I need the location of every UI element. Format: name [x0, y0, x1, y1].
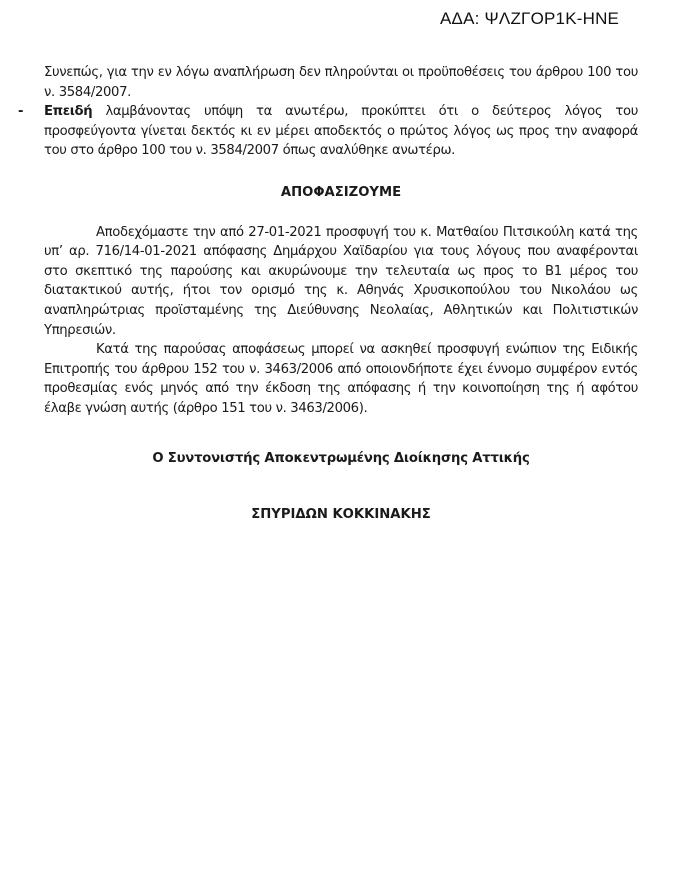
ada-code: ΑΔΑ: ΨΛΖΓΟΡ1Κ-ΗΝΕ [440, 9, 620, 28]
bullet-text: λαμβάνοντας υπόψη τα ανωτέρω, προκύπτει ότι ο δεύτερος λόγος του προσφεύγοντα γίνεται δεκτός κι εν μέρει αποδεκτός ο πρώτος λόγος ως προς την αναφορά του στο άρθρο 100 του ν. 3584/2007 όπως αναλύθηκε ανωτέρω. [44, 104, 638, 159]
signatory-name: ΣΠΥΡΙΔΩΝ ΚΟΚΚΙΝΑΚΗΣ [251, 507, 431, 523]
signatory-role: Ο Συντονιστής Αποκεντρωμένης Διοίκησης Αττικής [152, 450, 530, 466]
bullet-paragraph [18, 102, 638, 161]
decision-paragraph: Αποδεχόμαστε την από 27-01-2021 προσφυγή του κ. Ματθαίου Πιτσικούλη κατά της υπ’ αρ. 716/14-01-2021 απόφασης Δημάρχου Χαϊδαρίου για τους λόγους που αναφέρονται στο σκεπτικό της παρούσης και ακυρώνουμε την τελευταία ως προς το Β1 μέρος του διατακτικού αυτής, ήτοι τον ορισμό της κ. Αθηνάς Χρυσικοπούλου του Νικολάου ως αναπληρώτριας προϊσταμένης της Διεύθυνσης Νεολαίας, Αθλητικών και Πολιτιστικών Υπηρεσιών. [44, 224, 638, 338]
decision-heading: ΑΠΟΦΑΣΙΖΟΥΜΕ [280, 184, 402, 200]
intro-paragraph: Συνεπώς, για την εν λόγω αναπλήρωση δεν πληρούνται οι προϋποθέσεις του άρθρου 100 του ν. 3584/2007. [44, 65, 638, 100]
bullet-dash: - [18, 104, 24, 120]
bullet-bold-lead: Επειδή [44, 104, 93, 120]
appeal-paragraph: Κατά της παρούσας αποφάσεως μπορεί να ασκηθεί προσφυγή ενώπιον της Ειδικής Επιτροπής του άρθρου 152 του ν. 3463/2006 από οποιονδήποτε έχει έννομο συμφέρον εντός προθεσμίας ενός μηνός από την έκδοση της απόφασης ή την κοινοποίηση της ή αφότου έλαβε γνώση αυτής (άρθρο 151 του ν. 3463/2006). [44, 342, 638, 416]
document-body [18, 63, 638, 525]
